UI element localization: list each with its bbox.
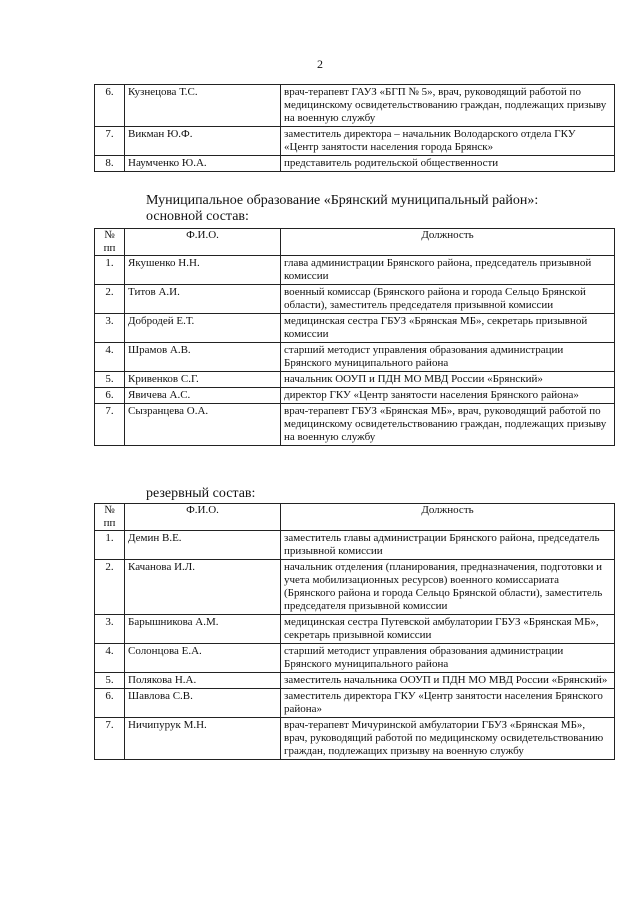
row-number: 7. bbox=[95, 718, 125, 760]
member-name: Якушенко Н.Н. bbox=[125, 256, 281, 285]
member-name: Барышникова А.М. bbox=[125, 615, 281, 644]
header-name: Ф.И.О. bbox=[125, 229, 281, 256]
member-position: заместитель главы администрации Брянского района, председатель призывной комиссии bbox=[281, 531, 615, 560]
row-number: 7. bbox=[95, 404, 125, 446]
row-number: 1. bbox=[95, 256, 125, 285]
member-position: начальник отделения (планирования, предназначения, подготовки и учета мобилизационных ресурсов) военного комиссариата (Брянского района и города Сельцо Брянской области), заместитель председателя призывной комиссии bbox=[281, 560, 615, 615]
member-position: глава администрации Брянского района, председатель призывной комиссии bbox=[281, 256, 615, 285]
table-header-row bbox=[95, 504, 615, 531]
member-name: Наумченко Ю.А. bbox=[125, 156, 281, 172]
member-name: Полякова Н.А. bbox=[125, 673, 281, 689]
member-position: представитель родительской общественности bbox=[281, 156, 615, 172]
member-name: Кривенков С.Г. bbox=[125, 372, 281, 388]
table-row bbox=[95, 285, 615, 314]
table-row bbox=[95, 673, 615, 689]
member-name: Шрамов А.В. bbox=[125, 343, 281, 372]
main-composition-table bbox=[94, 228, 615, 446]
table-row bbox=[95, 689, 615, 718]
reserve-composition-heading: резервный состав: bbox=[146, 486, 256, 501]
member-position: врач-терапевт ГАУЗ «БГП № 5», врач, руководящий работой по медицинскому освидетельствованию граждан, подлежащих призыву на военную службу bbox=[281, 85, 615, 127]
member-position: директор ГКУ «Центр занятости населения Брянского района» bbox=[281, 388, 615, 404]
reserve-composition-table bbox=[94, 503, 615, 760]
member-position: заместитель директора – начальник Володарского отдела ГКУ «Центр занятости населения города Брянск» bbox=[281, 127, 615, 156]
member-position: старший методист управления образования администрации Брянского муниципального района bbox=[281, 644, 615, 673]
header-name: Ф.И.О. bbox=[125, 504, 281, 531]
member-position: заместитель начальника ООУП и ПДН МО МВД России «Брянский» bbox=[281, 673, 615, 689]
table-row bbox=[95, 343, 615, 372]
row-number: 4. bbox=[95, 343, 125, 372]
main-table-body bbox=[95, 256, 615, 446]
table-row bbox=[95, 531, 615, 560]
table-row bbox=[95, 615, 615, 644]
member-name: Кузнецова Т.С. bbox=[125, 85, 281, 127]
reserve-table-body bbox=[95, 531, 615, 760]
top-table-body bbox=[95, 85, 615, 172]
row-number: 8. bbox=[95, 156, 125, 172]
member-name: Солонцова Е.А. bbox=[125, 644, 281, 673]
member-name: Демин В.Е. bbox=[125, 531, 281, 560]
member-name: Шавлова С.В. bbox=[125, 689, 281, 718]
table-row bbox=[95, 560, 615, 615]
member-position: старший методист управления образования администрации Брянского муниципального района bbox=[281, 343, 615, 372]
member-name: Ничипурук М.Н. bbox=[125, 718, 281, 760]
table-row bbox=[95, 644, 615, 673]
table-row bbox=[95, 388, 615, 404]
row-number: 7. bbox=[95, 127, 125, 156]
member-position: военный комиссар (Брянского района и города Сельцо Брянской области), заместитель председателя призывной комиссии bbox=[281, 285, 615, 314]
member-position: начальник ООУП и ПДН МО МВД России «Брянский» bbox=[281, 372, 615, 388]
member-position: медицинская сестра Путевской амбулатории ГБУЗ «Брянская МБ», секретарь призывной комиссии bbox=[281, 615, 615, 644]
row-number: 5. bbox=[95, 372, 125, 388]
member-name: Качанова И.Л. bbox=[125, 560, 281, 615]
row-number: 6. bbox=[95, 85, 125, 127]
member-position: врач-терапевт Мичуринской амбулатории ГБУЗ «Брянская МБ», врач, руководящий работой по медицинскому освидетельствованию граждан, подлежащих призыву на военную службу bbox=[281, 718, 615, 760]
row-number: 2. bbox=[95, 285, 125, 314]
municipal-heading-title: Муниципальное образование «Брянский муниципальный район»: bbox=[146, 193, 539, 208]
table-row bbox=[95, 156, 615, 172]
header-position: Должность bbox=[281, 229, 615, 256]
table-header-row bbox=[95, 229, 615, 256]
member-name: Добродей Е.Т. bbox=[125, 314, 281, 343]
table-row bbox=[95, 127, 615, 156]
table-row bbox=[95, 718, 615, 760]
member-position: врач-терапевт ГБУЗ «Брянская МБ», врач, руководящий работой по медицинскому освидетельствованию граждан, подлежащих призыву на военную службу bbox=[281, 404, 615, 446]
table-row bbox=[95, 404, 615, 446]
top-members-table bbox=[94, 84, 615, 172]
row-number: 2. bbox=[95, 560, 125, 615]
row-number: 4. bbox=[95, 644, 125, 673]
header-position: Должность bbox=[281, 504, 615, 531]
member-name: Явичева А.С. bbox=[125, 388, 281, 404]
row-number: 6. bbox=[95, 388, 125, 404]
header-num: № пп bbox=[95, 504, 125, 531]
row-number: 6. bbox=[95, 689, 125, 718]
header-num: № пп bbox=[95, 229, 125, 256]
member-name: Сызранцева О.А. bbox=[125, 404, 281, 446]
table-row bbox=[95, 256, 615, 285]
row-number: 5. bbox=[95, 673, 125, 689]
row-number: 1. bbox=[95, 531, 125, 560]
row-number: 3. bbox=[95, 314, 125, 343]
member-name: Викман Ю.Ф. bbox=[125, 127, 281, 156]
table-row bbox=[95, 372, 615, 388]
member-name: Титов А.И. bbox=[125, 285, 281, 314]
main-composition-heading: основной состав: bbox=[146, 209, 249, 224]
member-position: медицинская сестра ГБУЗ «Брянская МБ», секретарь призывной комиссии bbox=[281, 314, 615, 343]
table-row bbox=[95, 85, 615, 127]
page-number: 2 bbox=[317, 57, 323, 71]
member-position: заместитель директора ГКУ «Центр занятости населения Брянского района» bbox=[281, 689, 615, 718]
row-number: 3. bbox=[95, 615, 125, 644]
municipal-heading bbox=[146, 193, 538, 225]
table-row bbox=[95, 314, 615, 343]
